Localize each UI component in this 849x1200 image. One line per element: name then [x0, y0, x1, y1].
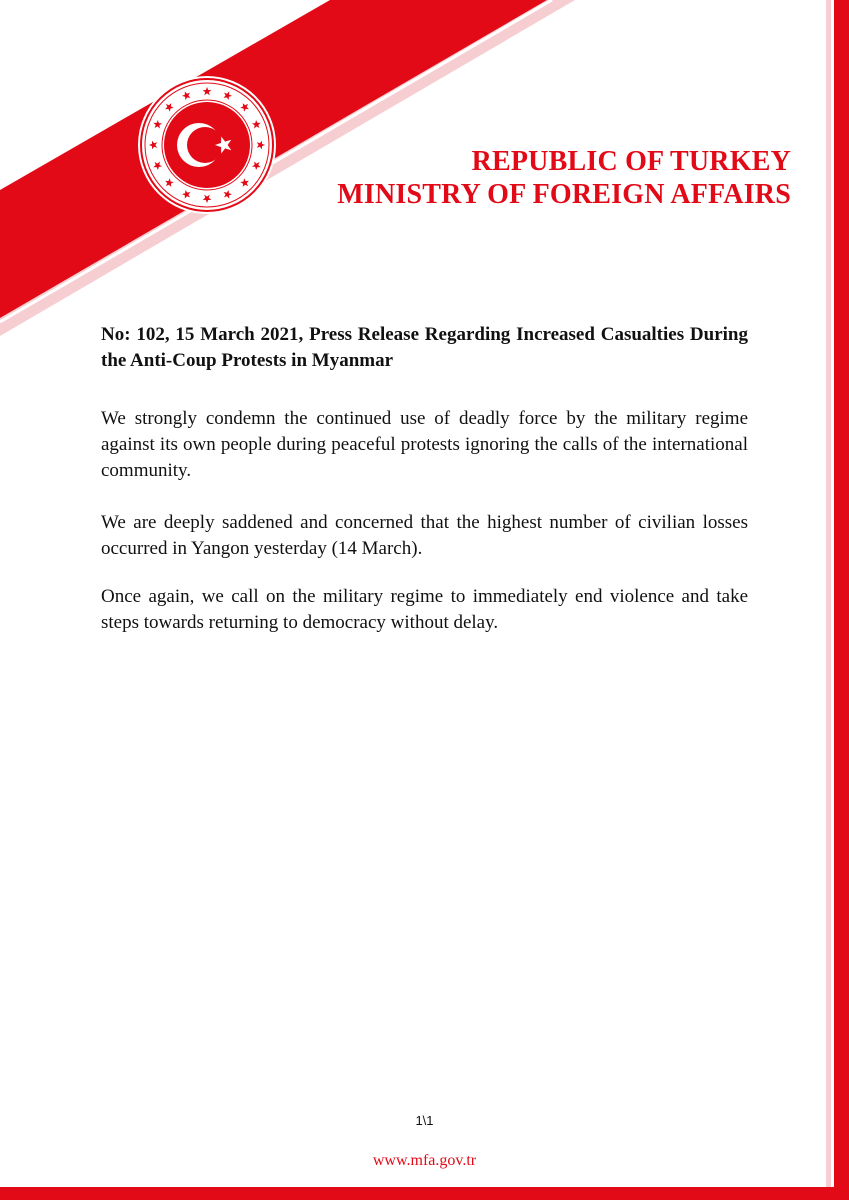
right-light-border — [826, 0, 831, 1200]
paragraph-3: Once again, we call on the military regime to immediately end violence and take steps towards returning to democracy without delay. — [101, 586, 748, 633]
right-red-border — [834, 0, 849, 1200]
title-line-republic: REPUBLIC OF TURKEY — [471, 146, 791, 177]
paragraph-1: We strongly condemn the continued use of deadly force by the military regime against its own people during peaceful protests ignoring the calls of the international community. — [101, 408, 748, 481]
page-number: 1\1 — [415, 1113, 434, 1128]
press-release-heading: No: 102, 15 March 2021, Press Release Regarding Increased Casualties During the Anti-Coup Protests in Myanmar — [101, 324, 748, 371]
ministry-emblem-icon — [136, 74, 278, 216]
ministry-title — [337, 145, 791, 211]
website-link[interactable]: www.mfa.gov.tr — [372, 1152, 477, 1169]
bottom-red-border — [0, 1187, 849, 1200]
title-line-ministry: MINISTRY OF FOREIGN AFFAIRS — [337, 179, 791, 210]
paragraph-2: We are deeply saddened and concerned that the highest number of civilian losses occurred in Yangon yesterday (14 March). — [101, 512, 748, 559]
